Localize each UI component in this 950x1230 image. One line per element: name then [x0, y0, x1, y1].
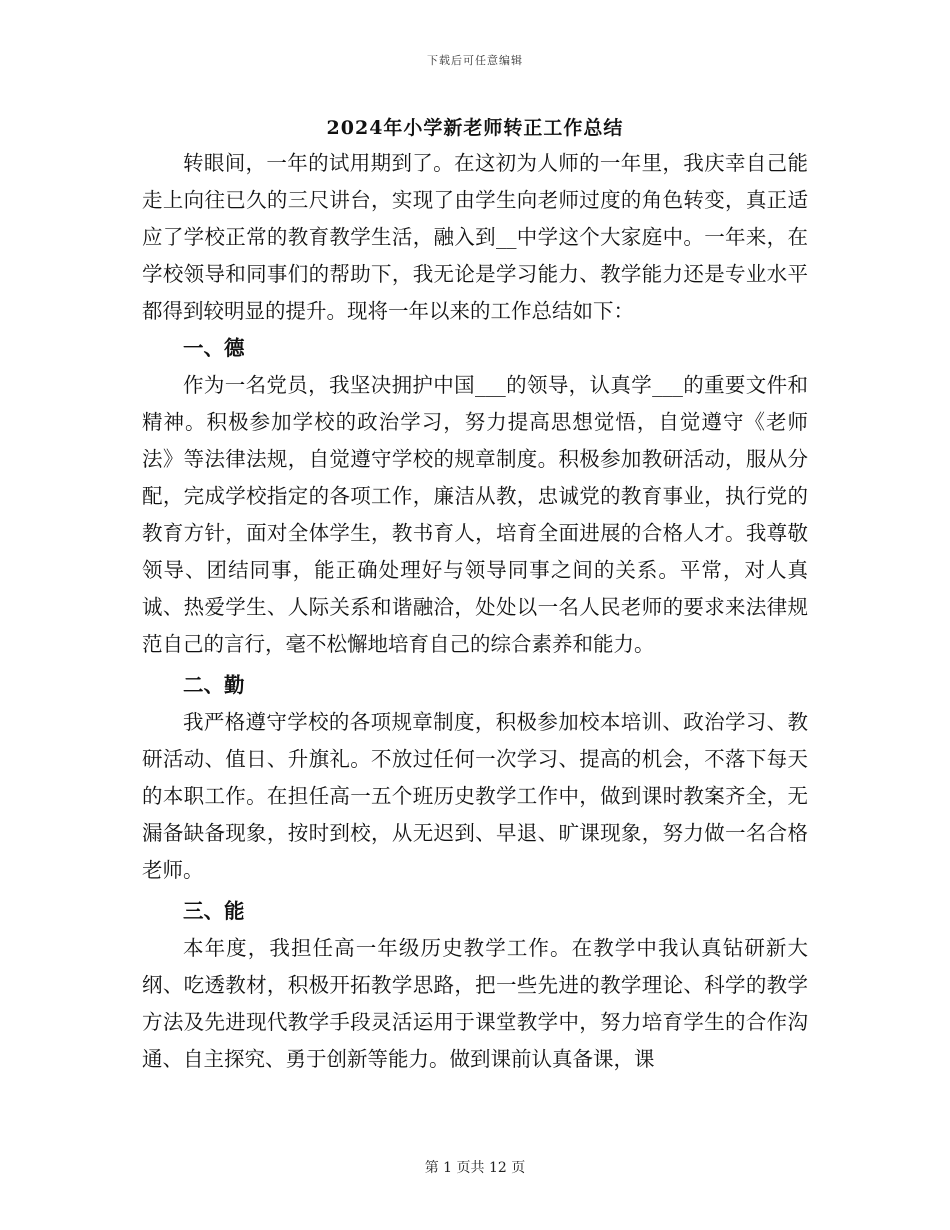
document-title: 2024年小学新老师转正工作总结: [326, 117, 624, 139]
document-body: [142, 145, 808, 1078]
section-heading-neng: 三、能: [183, 899, 245, 923]
section-paragraph-de: 作为一名党员，我坚决拥护中国___的领导，认真学___的重要文件和精神。积极参加学校的政治学习，努力提高思想觉悟，自觉遵守《老师法》等法律法规，自觉遵守学校的规章制度。积极参加教研活动，服从分配，完成学校指定的各项工作，廉洁从教，忠诚党的教育事业，执行党的教育方针，面对全体学生，教书育人，培育全面进展的合格人才。我尊敬领导、团结同事，能正确处理好与领导同事之间的关系。平常，对人真诚、热爱学生、人际关系和谐融洽，处处以一名人民老师的要求来法律规范自己的言行，毫不松懈地培育自己的综合素养和能力。: [142, 373, 808, 656]
section-paragraph-qin: 我严格遵守学校的各项规章制度，积极参加校本培训、政治学习、教研活动、值日、升旗礼。不放过任何一次学习、提高的机会，不落下每天的本职工作。在担任高一五个班历史教学工作中，做到课时教案齐全，无漏备缺备现象，按时到校，从无迟到、早退、旷课现象，努力做一名合格老师。: [142, 710, 808, 882]
page-number: 第 1 页共 12 页: [424, 1160, 526, 1176]
section-paragraph-neng: 本年度，我担任高一年级历史教学工作。在教学中我认真钻研新大纲、吃透教材，积极开拓教学思路，把一些先进的教学理论、科学的教学方法及先进现代教学手段灵活运用于课堂教学中，努力培育学生的合作沟通、自主探究、勇于创新等能力。做到课前认真备课，课: [142, 936, 808, 1071]
section-heading-qin: 二、勤: [183, 673, 245, 697]
section-heading-de: 一、德: [183, 336, 245, 360]
intro-paragraph: 转眼间，一年的试用期到了。在这初为人师的一年里，我庆幸自己能走上向往已久的三尺讲台，实现了由学生向老师过度的角色转变，真正适应了学校正常的教育教学生活，融入到__中学这个大家庭中。一年来，在学校领导和同事们的帮助下，我无论是学习能力、教学能力还是专业水平都得到较明显的提升。现将一年以来的工作总结如下：: [142, 151, 808, 323]
header-note: 下载后可任意编辑: [427, 54, 523, 67]
